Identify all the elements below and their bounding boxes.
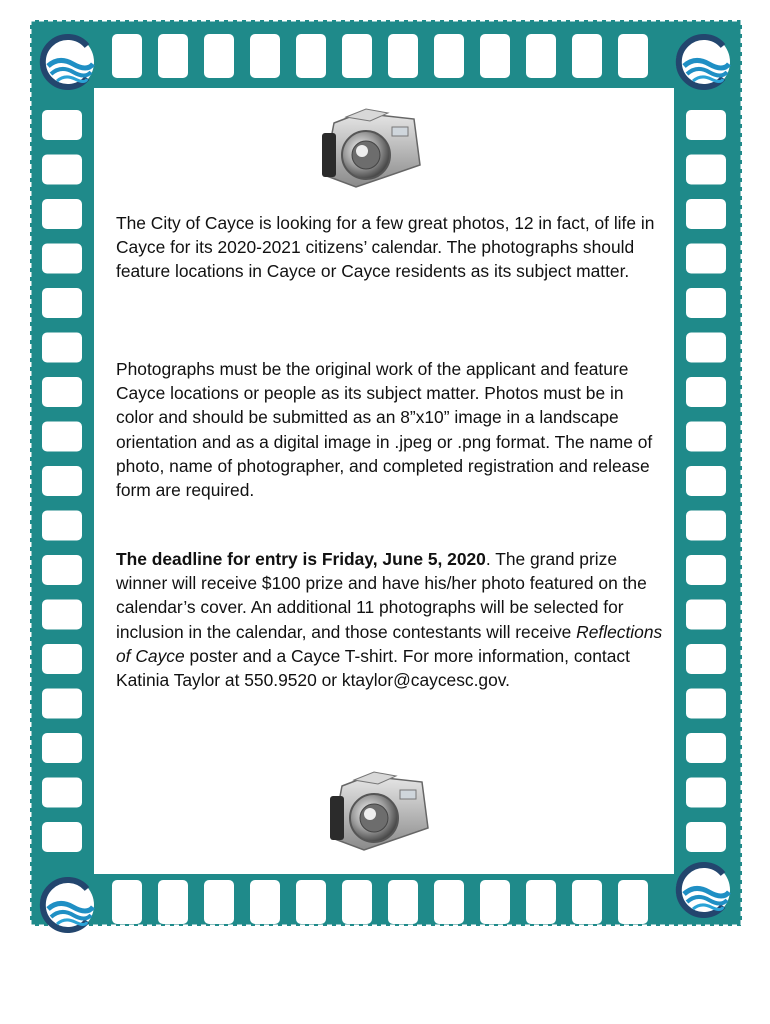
sprocket-hole <box>434 34 464 78</box>
sprocket-hole <box>42 422 82 452</box>
deadline-paragraph <box>116 547 664 692</box>
sprocket-hole <box>42 199 82 229</box>
rules-paragraph: Photographs must be the original work of the applicant and feature Cayce locations or people as its subject matter. Photos must be in color and should be submitted as an 8”x10” image in a landscape orientation and as a digital image in .jpeg or .png format. The name of photo, name of photographer, and completed registration and release form are required. <box>116 359 653 501</box>
sprocket-hole <box>686 244 726 274</box>
sprocket-hole <box>618 880 648 924</box>
sprocket-hole <box>686 466 726 496</box>
sprocket-hole <box>42 644 82 674</box>
sprocket-hole <box>686 199 726 229</box>
sprocket-hole <box>526 34 556 78</box>
sprocket-hole <box>686 155 726 185</box>
sprocket-hole <box>42 155 82 185</box>
sprocket-hole <box>686 511 726 541</box>
sprocket-hole <box>112 34 142 78</box>
sprocket-hole <box>686 377 726 407</box>
prize-text: . The grand prize winner will receive $100 prize and have his/her photo featured on the calendar’s cover. An additional 11 photographs will be selected for inclusion in the calendar, and those contestants will receive <box>116 549 647 642</box>
sprocket-hole <box>686 600 726 630</box>
sprocket-hole <box>250 880 280 924</box>
sprocket-hole <box>526 880 556 924</box>
sprocket-hole <box>296 880 326 924</box>
sprocket-hole <box>158 880 188 924</box>
camera-icon <box>316 105 426 193</box>
sprocket-hole <box>686 288 726 318</box>
poster-title: Reflections of Cayce <box>116 621 663 666</box>
sprocket-hole <box>686 733 726 763</box>
sprocket-hole <box>158 34 188 78</box>
sprocket-hole <box>42 466 82 496</box>
contact-text: poster and a Cayce T-shirt. For more information, contact Katinia Taylor at 550.9520 or ktaylor@caycesc.gov. <box>116 645 630 691</box>
sprocket-hole <box>388 880 418 924</box>
sprocket-hole <box>204 880 234 924</box>
sprocket-hole <box>42 511 82 541</box>
sprocket-hole <box>686 333 726 363</box>
sprocket-hole <box>42 377 82 407</box>
sprocket-hole <box>250 34 280 78</box>
sprocket-hole <box>42 822 82 852</box>
intro-paragraph: The City of Cayce is looking for a few great photos, 12 in fact, of life in Cayce for its 2020-2021 citizens’ calendar. The photographs should feature locations in Cayce or Cayce residents as its subject matter. <box>116 213 655 282</box>
sprocket-hole <box>686 778 726 808</box>
sprocket-hole <box>42 244 82 274</box>
sprocket-hole <box>342 880 372 924</box>
sprocket-hole <box>434 880 464 924</box>
camera-icon <box>324 768 434 856</box>
sprocket-hole <box>42 555 82 585</box>
sprocket-hole <box>204 34 234 78</box>
sprocket-hole <box>42 600 82 630</box>
sprocket-hole <box>686 555 726 585</box>
sprocket-hole <box>42 733 82 763</box>
logo-top-right <box>676 35 730 89</box>
sprocket-hole <box>42 110 82 140</box>
logo-top-left <box>40 35 94 89</box>
deadline-text: The deadline for entry is Friday, June 5, 2020 <box>116 549 486 569</box>
sprocket-hole <box>112 880 142 924</box>
sprocket-hole <box>618 34 648 78</box>
sprocket-hole <box>686 110 726 140</box>
sprocket-hole <box>296 34 326 78</box>
logo-bottom-left <box>40 878 94 932</box>
sprocket-hole <box>42 333 82 363</box>
sprocket-hole <box>480 880 510 924</box>
sprocket-hole <box>342 34 372 78</box>
sprocket-hole <box>686 689 726 719</box>
sprocket-hole <box>686 822 726 852</box>
sprocket-hole <box>572 880 602 924</box>
sprocket-hole <box>572 34 602 78</box>
sprocket-hole <box>686 422 726 452</box>
sprocket-hole <box>686 644 726 674</box>
sprocket-hole <box>42 288 82 318</box>
sprocket-hole <box>480 34 510 78</box>
logo-bottom-right <box>676 863 730 917</box>
sprocket-hole <box>388 34 418 78</box>
sprocket-hole <box>42 778 82 808</box>
sprocket-hole <box>42 689 82 719</box>
